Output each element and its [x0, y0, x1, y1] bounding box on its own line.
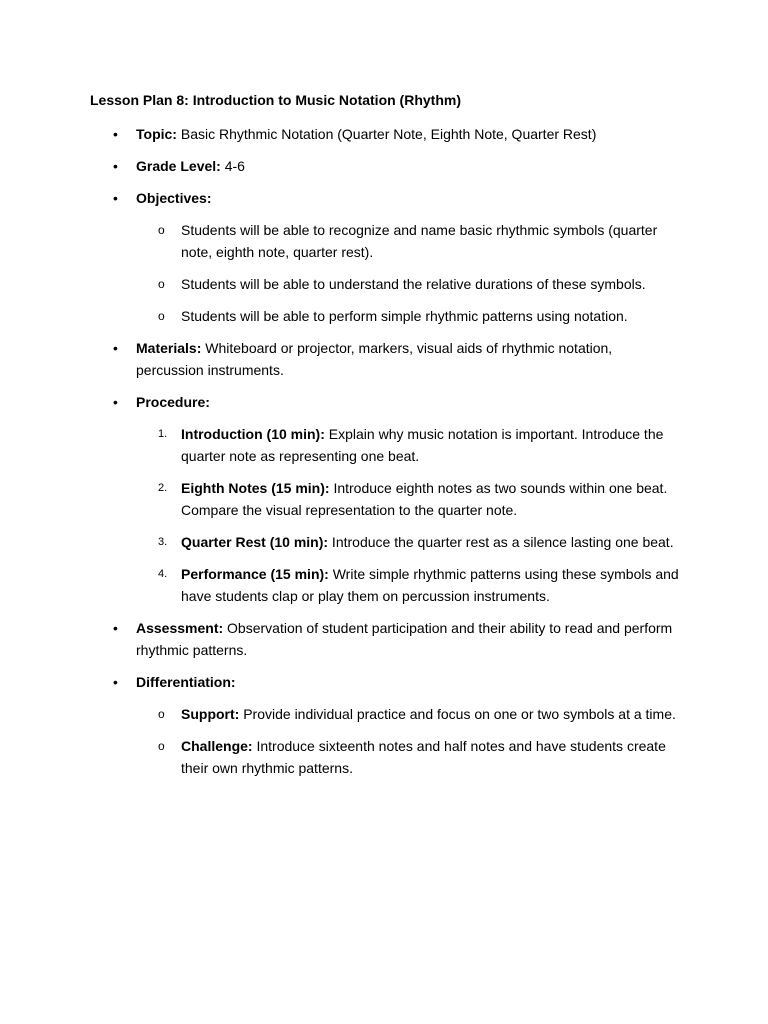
- assessment-text: Observation of student participation and their ability to read and perform rhythmic patterns.: [136, 620, 673, 658]
- objective-item: Students will be able to recognize and name basic rhythmic symbols (quarter note, eighth note, quarter rest).: [181, 222, 658, 260]
- procedure-label: Procedure:: [136, 394, 210, 410]
- topic-item: [136, 123, 696, 145]
- step-text: Explain why music notation is important. Introduce the quarter note as representing one beat.: [181, 426, 664, 464]
- step-number: 2.: [158, 482, 168, 494]
- sub-bullet-marker: o: [158, 277, 165, 291]
- topic-text: Basic Rhythmic Notation (Quarter Note, Eighth Note, Quarter Rest): [176, 126, 597, 142]
- step-label: Introduction (10 min):: [181, 426, 325, 442]
- step-number: 4.: [158, 568, 168, 580]
- step-text: Write simple rhythmic patterns using these symbols and have students clap or play them on percussion instruments.: [181, 566, 679, 604]
- sub-bullet-marker: o: [158, 739, 165, 753]
- step-text: Introduce eighth notes as two sounds within one beat. Compare the visual representation to the quarter note.: [181, 480, 668, 518]
- materials-label: Materials:: [136, 340, 202, 356]
- topic-label: Topic:: [136, 126, 177, 142]
- sub-bullet-marker: o: [158, 707, 165, 721]
- lesson-title: Lesson Plan 8: Introduction to Music Notation (Rhythm): [90, 92, 461, 108]
- bullet-marker: •: [113, 126, 118, 142]
- step-number: 3.: [158, 536, 168, 548]
- bullet-marker: •: [113, 620, 118, 636]
- differentiation-label: Differentiation:: [136, 674, 236, 690]
- bullet-marker: •: [113, 340, 118, 356]
- grade-label: Grade Level:: [136, 158, 221, 174]
- objective-item: Students will be able to perform simple rhythmic patterns using notation.: [181, 308, 628, 324]
- bullet-marker: •: [113, 190, 118, 206]
- assessment-item: [136, 617, 696, 661]
- procedure-step: [181, 531, 681, 553]
- procedure-step: [181, 477, 681, 521]
- assessment-label: Assessment:: [136, 620, 224, 636]
- step-label: Eighth Notes (15 min):: [181, 480, 330, 496]
- objective-item: Students will be able to understand the relative durations of these symbols.: [181, 276, 646, 292]
- support-text: Provide individual practice and focus on one or two symbols at a time.: [239, 706, 676, 722]
- support-label: Support:: [181, 706, 240, 722]
- grade-item: [136, 155, 696, 177]
- sub-bullet-marker: o: [158, 223, 165, 237]
- challenge-label: Challenge:: [181, 738, 253, 754]
- procedure-step: [181, 563, 681, 607]
- differentiation-item: [181, 703, 701, 725]
- step-number: 1.: [158, 428, 168, 440]
- materials-text: Whiteboard or projector, markers, visual aids of rhythmic notation, percussion instruments.: [136, 340, 613, 378]
- grade-text: 4-6: [220, 158, 245, 174]
- bullet-marker: •: [113, 158, 118, 174]
- bullet-marker: •: [113, 394, 118, 410]
- bullet-marker: •: [113, 674, 118, 690]
- step-label: Quarter Rest (10 min):: [181, 534, 329, 550]
- step-text: Introduce the quarter rest as a silence lasting one beat.: [328, 534, 674, 550]
- challenge-text: Introduce sixteenth notes and half notes and have students create their own rhythmic patterns.: [181, 738, 666, 776]
- procedure-step: [181, 423, 681, 467]
- differentiation-item: [181, 735, 681, 779]
- objectives-label: Objectives:: [136, 190, 212, 206]
- sub-bullet-marker: o: [158, 309, 165, 323]
- step-label: Performance (15 min):: [181, 566, 329, 582]
- materials-item: [136, 337, 626, 381]
